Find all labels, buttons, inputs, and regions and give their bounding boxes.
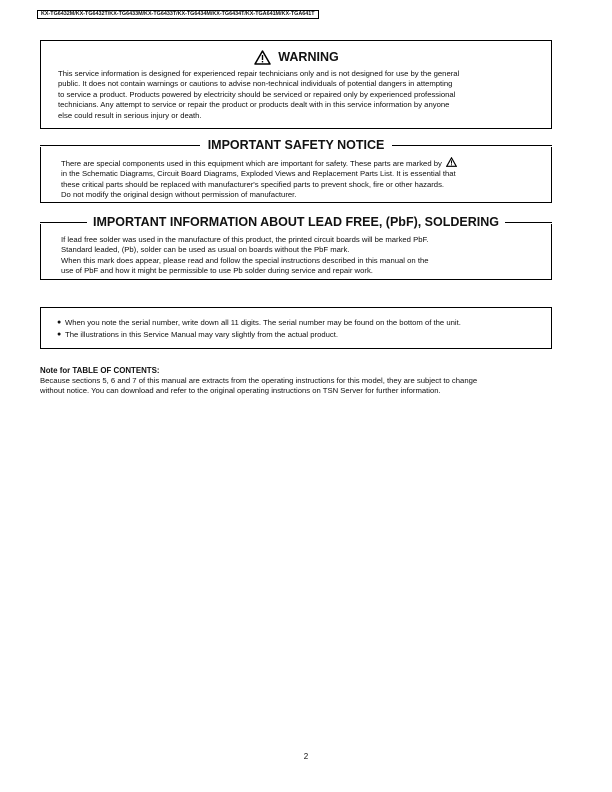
lead-free-line: use of PbF and how it might be permissible to use Pb solder during service and repair work. xyxy=(61,266,373,276)
warning-line: public. It does not contain warnings or cautions to advise non-technical individuals of potential dangers in attempting xyxy=(58,79,453,89)
warning-line: This service information is designed for experienced repair technicians only and is not designed for use by the general xyxy=(58,69,460,78)
safety-line: in the Schematic Diagrams, Circuit Board Diagrams, Exploded Views and Replacement Parts List. It is essential that xyxy=(61,169,456,179)
list-item: ● When you note the serial number, write down all 11 digits. The serial number may be found on the bottom of the unit. xyxy=(57,318,461,327)
warning-heading xyxy=(58,48,535,66)
safety-notice-box xyxy=(40,138,552,203)
toc-note-line: without notice. You can download and refer to the original operating instructions on TSN Server for further information. xyxy=(40,385,441,395)
warning-triangle-icon xyxy=(446,157,457,167)
page-number: 2 xyxy=(303,752,309,761)
toc-note-heading: Note for TABLE OF CONTENTS: xyxy=(40,366,160,375)
warning-line: else could result in serious injury or death. xyxy=(58,110,202,120)
toc-note-line: Because sections 5, 6 and 7 of this manual are extracts from the operating instructions for this model, they are subject to change xyxy=(40,375,478,385)
safety-line: There are special components used in this equipment which are important for safety. These parts are marked by xyxy=(61,157,535,169)
bullet-icon: ● xyxy=(57,330,62,338)
safety-line: Do not modify the original design without permission of manufacturer. xyxy=(61,190,297,200)
lead-free-line: Standard leaded, (Pb), solder can be used as usual on boards without the PbF mark. xyxy=(61,245,350,255)
warning-line: to service a product. Products powered by electricity should be serviced or repaired only by experienced professional xyxy=(58,89,456,99)
lead-free-line: When this mark does appear, please read and follow the special instructions described in this manual on the xyxy=(61,255,429,265)
safety-line: these critical parts should be replaced with manufacturer's specified parts to prevent shock, fire or other hazards. xyxy=(61,179,445,189)
toc-note xyxy=(40,366,560,396)
warning-triangle-icon xyxy=(254,50,271,65)
lead-free-heading: IMPORTANT INFORMATION ABOUT LEAD FREE, (PbF), SOLDERING xyxy=(41,215,551,230)
warning-title: WARNING xyxy=(278,50,339,64)
lead-free-line: If lead free solder was used in the manufacture of this product, the printed circuit boards will be marked PbF. xyxy=(61,235,429,244)
notice-list xyxy=(57,317,535,340)
model-number-header: KX-TG6432M/KX-TG6432T/KX-TG6433M/KX-TG6433T/KX-TG6434M/KX-TG6434T/KX-TGA641M/KX-TGA641T xyxy=(37,10,319,19)
warning-line: technicians. Any attempt to service or repair the product or products dealt with in this service information by anyone xyxy=(58,100,450,110)
lead-free-box xyxy=(40,215,552,280)
bullet-icon: ● xyxy=(57,319,62,326)
warning-box xyxy=(40,40,552,129)
list-item: ● The illustrations in this Service Manual may vary slightly from the actual product. xyxy=(57,329,339,339)
safety-notice-heading: IMPORTANT SAFETY NOTICE xyxy=(41,138,551,153)
serial-notice-box xyxy=(40,307,552,349)
